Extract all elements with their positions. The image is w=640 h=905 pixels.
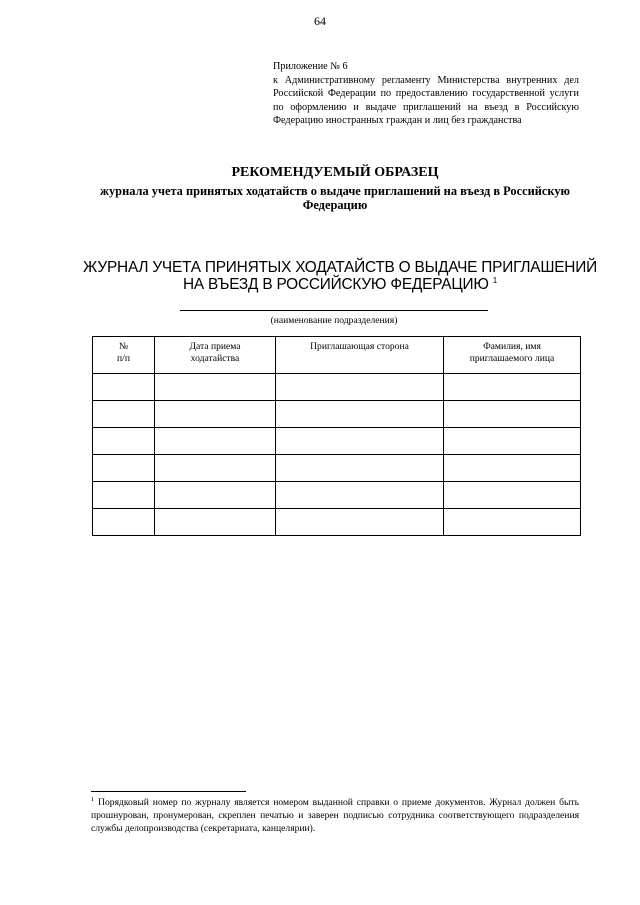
column-header-line: № xyxy=(118,341,129,352)
column-header-inviting-party xyxy=(276,337,444,374)
table-cell xyxy=(276,428,444,455)
table-cell xyxy=(93,455,155,482)
table-cell xyxy=(155,401,276,428)
table-cell xyxy=(444,374,581,401)
sample-heading-sub: журнала учета принятых ходатайств о выдаче приглашений на въезд в Российскую Федерацию xyxy=(100,184,570,212)
table-cell xyxy=(93,401,155,428)
footnote-marker: 1 xyxy=(91,795,95,803)
table-cell xyxy=(276,401,444,428)
column-header-invitee-name xyxy=(444,337,581,374)
table-row xyxy=(93,509,581,536)
table-cell xyxy=(444,455,581,482)
journal-table-body xyxy=(93,374,581,536)
column-header-line: Приглашающая сторона xyxy=(310,341,409,352)
column-header-line: ходатайства xyxy=(190,353,240,364)
department-caption: (наименование подразделения) xyxy=(270,315,398,326)
journal-title-line1: ЖУРНАЛ УЧЕТА ПРИНЯТЫХ ХОДАТАЙСТВ О ВЫДАЧЕ ПРИГЛАШЕНИЙ xyxy=(83,259,597,276)
table-cell xyxy=(444,401,581,428)
table-cell xyxy=(155,428,276,455)
table-cell xyxy=(444,509,581,536)
journal-title-line2: НА ВЪЕЗД В РОССИЙСКУЮ ФЕДЕРАЦИЮ xyxy=(182,276,489,293)
table-header-row xyxy=(93,337,581,374)
table-cell xyxy=(444,482,581,509)
table-row xyxy=(93,374,581,401)
table-cell xyxy=(93,482,155,509)
appendix-title: Приложение № 6 xyxy=(273,61,348,72)
table-cell xyxy=(155,374,276,401)
table-cell xyxy=(155,509,276,536)
appendix-block xyxy=(273,60,579,128)
column-header-line: приглашаемого лица xyxy=(469,353,555,364)
column-header-date xyxy=(155,337,276,374)
table-row xyxy=(93,401,581,428)
footnote-text: Порядковый номер по журналу является номером выданной справки о приеме документов. Журнал должен быть прошнурован, пронумерован, скреплен печатью и заверен подписью сотрудника соответствующего подразделения службы делопроизводства (секретариата, канцелярии). xyxy=(91,797,579,834)
journal-title xyxy=(70,259,610,293)
journal-title-footnote-marker: 1 xyxy=(492,275,498,285)
journal-title-line2-wrap xyxy=(70,276,610,293)
appendix-body: к Административному регламенту Министерства внутренних дел Российской Федерации по предоставлению государственной услуги по оформлению и выдаче приглашений на въезд в Российскую Федерацию иностранных граждан и лиц без гражданства xyxy=(273,74,579,127)
journal-table xyxy=(92,336,581,536)
column-header-line: Дата приема xyxy=(189,341,241,352)
column-header-line: п/п xyxy=(117,353,130,364)
table-cell xyxy=(276,374,444,401)
table-cell xyxy=(93,374,155,401)
column-header-line: Фамилия, имя xyxy=(483,341,541,352)
table-cell xyxy=(155,455,276,482)
footnote-separator xyxy=(91,791,246,792)
table-cell xyxy=(93,509,155,536)
footnote xyxy=(91,796,579,835)
table-cell xyxy=(155,482,276,509)
sample-heading xyxy=(95,165,575,212)
table-cell xyxy=(276,455,444,482)
sample-heading-main: РЕКОМЕНДУЕМЫЙ ОБРАЗЕЦ xyxy=(231,165,439,180)
column-header-number xyxy=(93,337,155,374)
page-number: 64 xyxy=(314,14,326,28)
table-cell xyxy=(93,428,155,455)
table-cell xyxy=(276,509,444,536)
table-cell xyxy=(444,428,581,455)
table-cell xyxy=(276,482,444,509)
department-underline xyxy=(180,310,488,311)
table-row xyxy=(93,428,581,455)
table-row xyxy=(93,482,581,509)
table-row xyxy=(93,455,581,482)
